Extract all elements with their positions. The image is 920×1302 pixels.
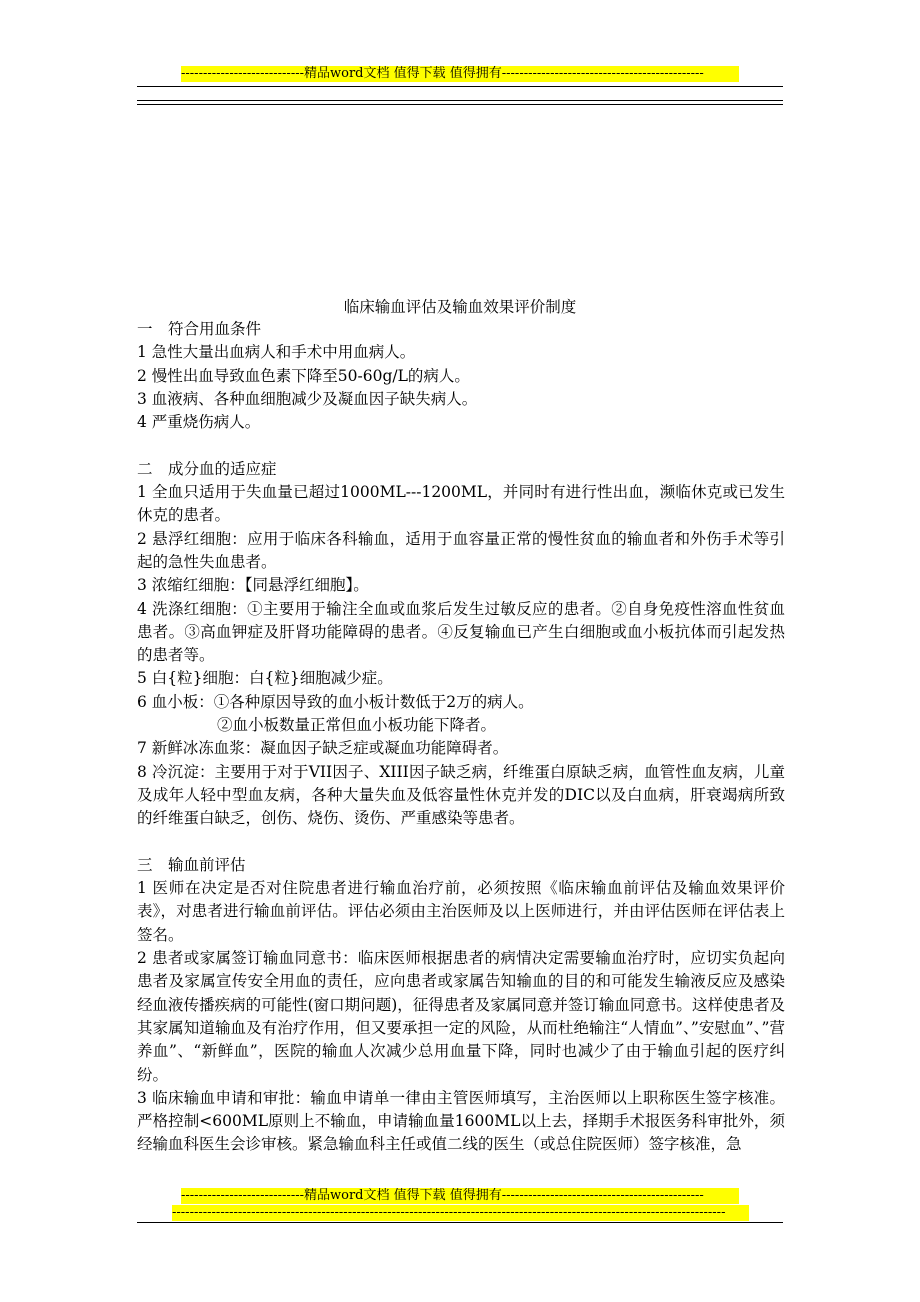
list-item: 4 洗涤红细胞：①主要用于输注全血或血浆后发生过敏反应的患者。②自身免疫性溶血性贫血患者。③高血钾症及肝肾功能障碍的患者。④反复输血已产生白细胞或血小板抗体而引起发热的患者等。 (137, 599, 785, 665)
list-item: 2 慢性出血导致血色素下降至50-60g/L的病人。 (137, 366, 470, 385)
bottom-banner: ----------------------------精品word文档 值得下载 值得拥有---------------------------------------------- (181, 1188, 739, 1204)
header-rule-bottom (137, 104, 783, 105)
section-1-heading: 一 符合用血条件 (137, 320, 262, 338)
section-3-heading: 三 输血前评估 (137, 855, 246, 874)
list-item: 8 冷沉淀：主要用于对于VII因子、XIII因子缺乏病，纤维蛋白原缺乏病，血管性血友病，儿童及成年人轻中型血友病，各种大量失血及低容量性休克并发的DIC以及白血病，肝衰竭病所致的纤维蛋白缺乏，创伤、烧伤、烫伤、严重感染等患者。 (137, 762, 785, 828)
list-item: 3 血液病、各种血细胞减少及凝血因子缺失病人。 (137, 389, 478, 408)
top-banner: ----------------------------精品word文档 值得下载 值得拥有---------------------------------------------- (181, 66, 739, 82)
list-item-continuation: ②血小板数量正常但血小板功能下降者。 (217, 716, 497, 735)
header-rule-top (137, 86, 783, 87)
page-title: 临床输血评估及输血效果评价制度 (343, 298, 577, 316)
list-item: 5 白{粒}细胞：白{粒}细胞减少症。 (137, 669, 393, 688)
blank-line (137, 831, 785, 854)
header-rule-middle (137, 100, 783, 101)
list-item: 2 患者或家属签订输血同意书：临床医师根据患者的病情决定需要输血治疗时，应切实负起向患者及家属宣传安全用血的责任，应向患者或家属告知输血的目的和可能发生输液反应及感染经血液传播疾病的可能性(窗口期问题)，征得患者及家属同意并签订输血同意书。这样使患者及其家属知道输血及有治疗作用，但又要承担一定的风险，从而杜绝输注“人情血”、”安慰血”、”营养血”、“新鲜血”，医院的输血人次减少总用血量下降，同时也减少了由于输血引起的医疗纠纷。 (137, 949, 785, 1084)
blank-line (137, 434, 785, 457)
list-item: 1 医师在决定是否对住院患者进行输血治疗前，必须按照《临床输血前评估及输血效果评价表》，对患者进行输血前评估。评估必须由主治医师及以上医师进行，并由评估医师在评估表上签名。 (137, 879, 785, 944)
list-item: 4 严重烧伤病人。 (137, 413, 261, 432)
footer-rule (137, 1222, 783, 1223)
list-item: 3 浓缩红细胞：【同悬浮红细胞】。 (137, 576, 369, 595)
list-item: 2 悬浮红细胞：应用于临床各科输血，适用于血容量正常的慢性贫血的输血者和外伤手术等引起的急性失血患者。 (137, 529, 785, 571)
list-item: 1 急性大量出血病人和手术中用血病人。 (137, 343, 416, 362)
list-item: 7 新鲜冰冻血浆：凝血因子缺乏症或凝血功能障碍者。 (137, 739, 509, 758)
bottom-banner-dashes: ------------------------------------------------------------------------------------------------------------------------------ (172, 1205, 749, 1221)
section-2-heading: 二 成分血的适应症 (137, 459, 277, 478)
list-item: 3 临床输血申请和审批：输血申请单一律由主管医师填写，主治医师以上职称医生签字核准。严格控制<600ML原则上不输血，申请输血量1600ML以上去，择期手术报医务科审批外，须经输血科医生会诊审核。紧急输血科主任或值二线的医生（或总住院医师）签字核准，急 (137, 1088, 785, 1154)
list-item: 6 血小板：①各种原因导致的血小板计数低于2万的病人。 (137, 692, 534, 711)
document-body (137, 318, 785, 1157)
list-item: 1 全血只适用于失血量已超过1000ML---1200ML，并同时有进行性出血，濒临休克或已发生休克的患者。 (137, 483, 785, 525)
